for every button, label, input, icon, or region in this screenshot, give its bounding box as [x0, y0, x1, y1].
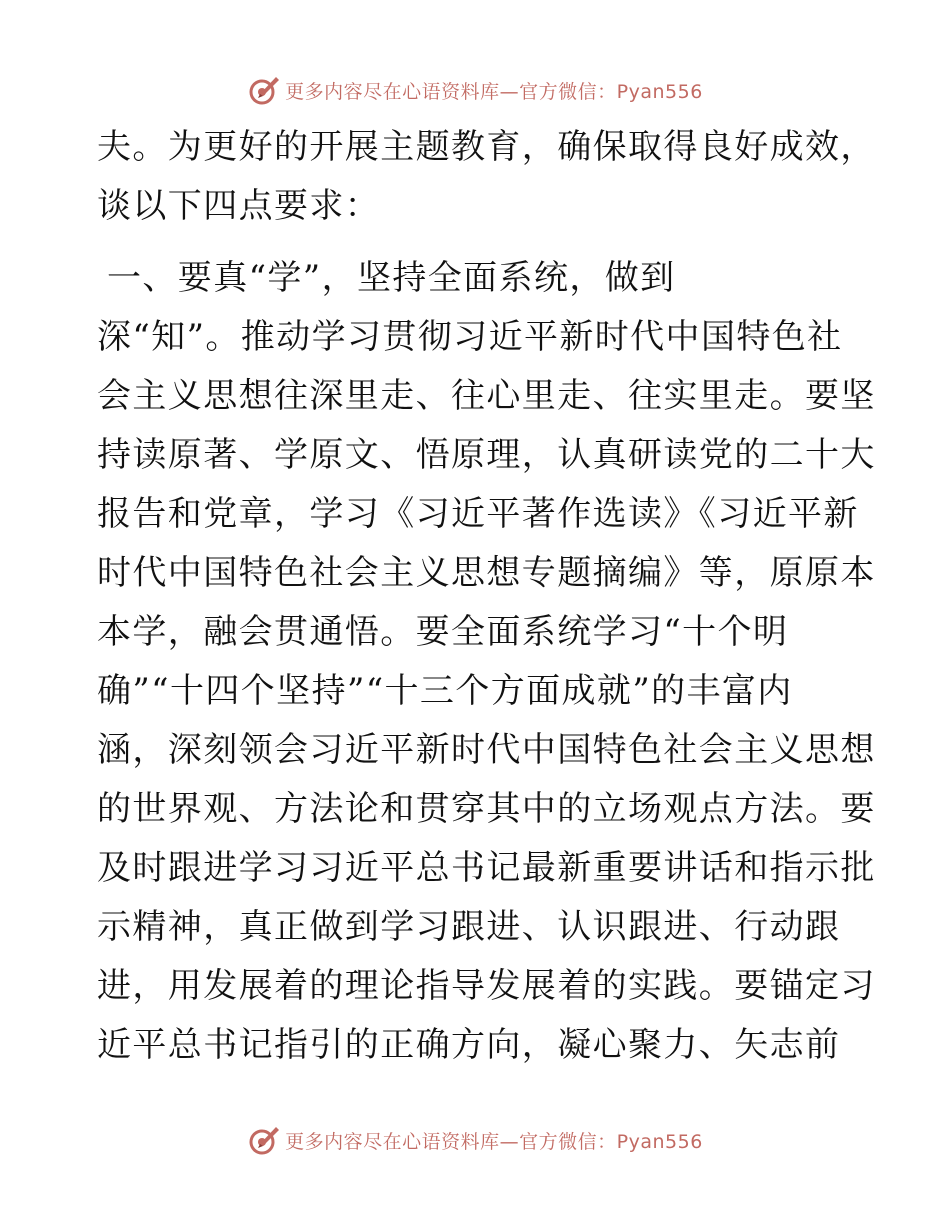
text-line: 近平总书记指引的正确方向，凝心聚力、矢志前: [97, 1025, 841, 1065]
text-line: 持读原著、学原文、悟原理，认真研读党的二十大: [97, 435, 876, 475]
text-line: 确”“十四个坚持”“十三个方面成就”的丰富内: [97, 671, 793, 711]
text-line: 夫。为更好的开展主题教育，确保取得良好成效，: [97, 127, 876, 167]
text-line: 本学，融会贯通悟。要全面系统学习“十个明: [97, 612, 789, 652]
pen-logo-icon: [247, 1123, 281, 1157]
header-brand-text: 更多内容尽在心语资料库—官方微信：Pyan556: [285, 80, 703, 103]
text-line: 涵，深刻领会习近平新时代中国特色社会主义思想: [97, 730, 876, 770]
text-line: 深“知”。推动学习贯彻习近平新时代中国特色社: [97, 317, 843, 357]
text-line: 及时跟进学习习近平总书记最新重要讲话和指示批: [97, 848, 876, 888]
intro-paragraph: [97, 118, 876, 236]
text-line: 示精神，真正做到学习跟进、认识跟进、行动跟: [97, 907, 841, 947]
text-line: 谈以下四点要求：: [97, 186, 381, 226]
header-watermark: [0, 70, 950, 110]
pen-logo-icon: [247, 73, 281, 107]
section-paragraph: [97, 249, 876, 1075]
text-line: 进，用发展着的理论指导发展着的实践。要锚定习: [97, 966, 876, 1006]
footer-watermark: [0, 1120, 950, 1160]
text-line: 时代中国特色社会主义思想专题摘编》等，原原本: [97, 553, 876, 593]
footer-brand-text: 更多内容尽在心语资料库—官方微信：Pyan556: [285, 1130, 703, 1153]
text-line: 会主义思想往深里走、往心里走、往实里走。要坚: [97, 376, 876, 416]
section-heading: 一、要真“学”，坚持全面系统，做到: [107, 258, 676, 298]
text-line: 的世界观、方法论和贯穿其中的立场观点方法。要: [97, 789, 876, 829]
text-line: 报告和党章，学习《习近平著作选读》《习近平新: [97, 494, 859, 534]
